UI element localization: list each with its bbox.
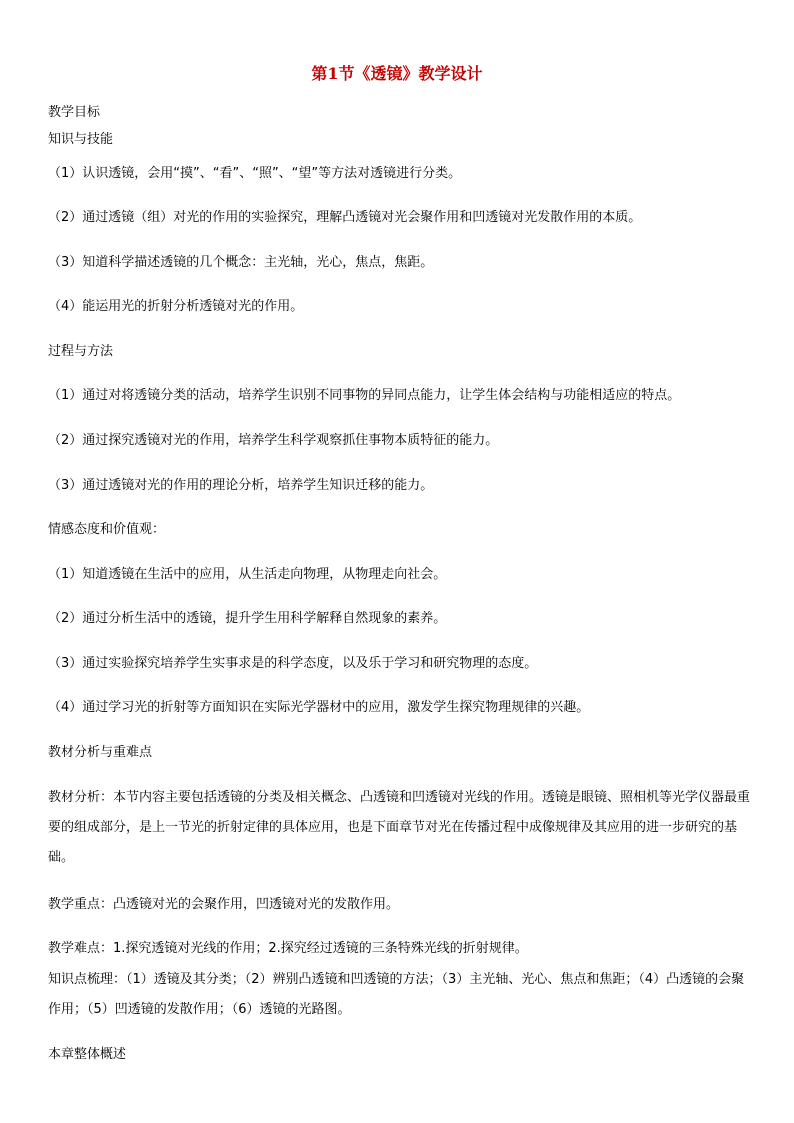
- knowledge-item: （1）认识透镜，会用“摸”、“看”、“照”、“望”等方法对透镜进行分类。: [48, 166, 462, 181]
- attitude-item: （2）通过分析生活中的透镜，提升学生用科学解释自然现象的素养。: [48, 611, 447, 626]
- material-analysis-paragraph: 教材分析：本节内容主要包括透镜的分类及相关概念、凸透镜和凹透镜对光线的作用。透镜是眼镜、照相机等光学仪器最重要的组成部分，是上一节光的折射定律的具体应用，也是下面章节对光在传播过程中成像规律及其应用的进一步研究的基础。: [48, 790, 751, 865]
- attitude-item: （4）通过学习光的折射等方面知识在实际光学器材中的应用，激发学生探究物理规律的兴趣。: [48, 700, 590, 715]
- knowledge-points-paragraph: 知识点梳理：（1）透镜及其分类；（2）辨别凸透镜和凹透镜的方法；（3）主光轴、光心、焦点和焦距；（4）凸透镜的会聚作用；（5）凹透镜的发散作用；（6）透镜的光路图。: [48, 972, 745, 1017]
- knowledge-item: （2）通过透镜（组）对光的作用的实验探究，理解凸透镜对光会聚作用和凹透镜对光发散作用的本质。: [48, 210, 642, 225]
- knowledge-item: （4）能运用光的折射分析透镜对光的作用。: [48, 299, 304, 314]
- attitude-item: （1）知道透镜在生活中的应用，从生活走向物理，从物理走向社会。: [48, 567, 447, 582]
- process-item: （1）通过对将透镜分类的活动，培养学生识别不同事物的异同点能力，让学生体会结构与功能相适应的特点。: [48, 388, 681, 403]
- teaching-focus: 教学重点：凸透镜对光的会聚作用，凹透镜对光的发散作用。: [48, 897, 400, 912]
- document-title: 第1节《透镜》教学设计: [311, 64, 483, 83]
- heading-process-methods: 过程与方法: [48, 344, 114, 359]
- teaching-difficulty: 教学难点：1.探究透镜对光线的作用；2.探究经过透镜的三条特殊光线的折射规律。: [48, 941, 528, 956]
- heading-teaching-goals: 教学目标: [48, 105, 101, 120]
- process-item: （2）通过探究透镜对光的作用，培养学生科学观察抓住事物本质特征的能力。: [48, 433, 499, 448]
- attitude-item: （3）通过实验探究培养学生实事求是的科学态度，以及乐于学习和研究物理的态度。: [48, 656, 538, 671]
- heading-material-analysis: 教材分析与重难点: [48, 745, 153, 760]
- process-item: （3）通过透镜对光的作用的理论分析，培养学生知识迁移的能力。: [48, 478, 434, 493]
- heading-chapter-overview: 本章整体概述: [48, 1047, 127, 1062]
- knowledge-item: （3）知道科学描述透镜的几个概念：主光轴，光心，焦点，焦距。: [48, 255, 434, 270]
- heading-knowledge-skills: 知识与技能: [48, 132, 114, 147]
- heading-attitude-values: 情感态度和价值观：: [48, 522, 166, 537]
